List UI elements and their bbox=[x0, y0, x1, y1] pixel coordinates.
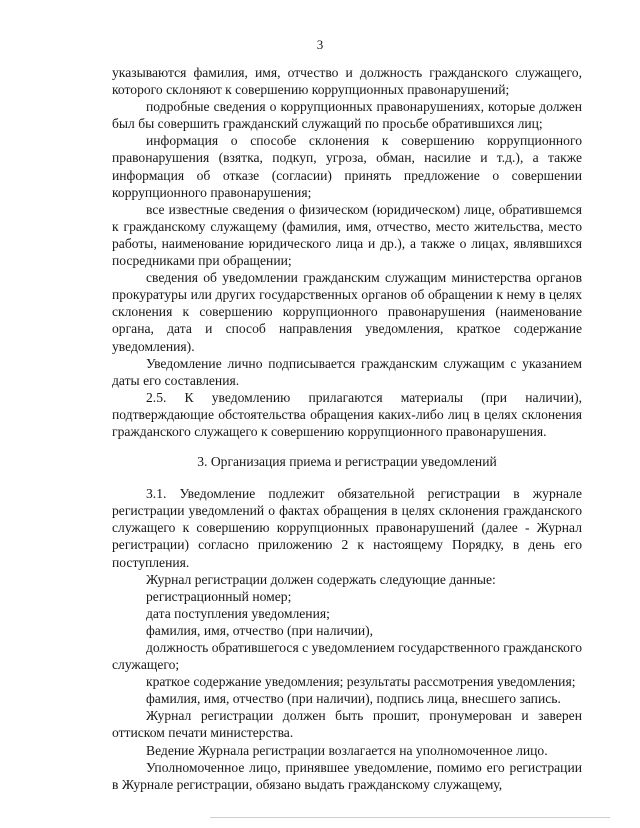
list-item: дата поступления уведомления; bbox=[146, 605, 330, 621]
paragraph: подробные сведения о коррупционных правонарушениях, которые должен был бы совершить гражданский служащий по просьбе обратившихся лиц; bbox=[112, 99, 582, 132]
list-item: фамилия, имя, отчество (при наличии), подпись лица, внесшего запись. bbox=[146, 691, 561, 707]
paragraph: 3.1. Уведомление подлежит обязательной регистрации в журнале регистрации уведомлений о фактах обращения в целях склонения гражданского служащего к совершению коррупционных правонарушений (далее - Журнал регистрации) согласно приложению 2 к настоящему Порядку, в день его поступления. bbox=[112, 486, 582, 570]
list-item: регистрационный номер; bbox=[146, 588, 292, 604]
paragraph: Ведение Журнала регистрации возлагается на уполномоченное лицо. bbox=[146, 742, 548, 758]
page-number: 3 bbox=[316, 37, 324, 52]
paragraph: информация о способе склонения к совершению коррупционного правонарушения (взятка, подкуп, угроза, обман, насилие и т.д.), а также информация об отказе (согласии) принять предложение о совершении коррупционного правонарушения; bbox=[112, 133, 582, 200]
list-item: фамилия, имя, отчество (при наличии), bbox=[146, 622, 374, 638]
paragraph: Уполномоченное лицо, принявшее уведомление, помимо его регистрации в Журнале регистрации, обязано выдать гражданскому служащему, bbox=[112, 759, 582, 792]
paragraph: 2.5. К уведомлению прилагаются материалы (при наличии), подтверждающие обстоятельства обращения каких-либо лиц в целях склонения гражданского служащего к совершению коррупционного правонарушения. bbox=[112, 389, 582, 439]
scan-edge-divider bbox=[210, 817, 610, 818]
paragraph: все известные сведения о физическом (юридическом) лице, обратившемся к гражданскому служащему (фамилия, имя, отчество, место жительства, место работы, наименование юридического лица и др.), а также о лицах, являвшихся посредниками при обращении; bbox=[112, 201, 582, 269]
document-body bbox=[112, 64, 582, 793]
paragraph: сведения об уведомлении гражданским служащим министерства органов прокуратуры или других государственных органов об обращении к нему в целях склонения к совершению коррупционного правонарушения (наименование органа, дата и способ направления уведомления, краткое содержание уведомления). bbox=[112, 270, 582, 354]
list-item: краткое содержание уведомления; результаты рассмотрения уведомления; bbox=[146, 674, 576, 690]
paragraph: Журнал регистрации должен быть прошит, пронумерован и заверен оттиском печати министерства. bbox=[112, 708, 582, 741]
paragraph: Уведомление лично подписывается гражданским служащим с указанием даты его составления. bbox=[112, 355, 582, 388]
section-heading: 3. Организация приема и регистрации уведомлений bbox=[197, 454, 497, 470]
paragraph: Журнал регистрации должен содержать следующие данные: bbox=[146, 571, 496, 587]
paragraph: указываются фамилия, имя, отчество и должность гражданского служащего, которого склоняют к совершению коррупционных правонарушений; bbox=[112, 65, 582, 98]
list-item: должность обратившегося с уведомлением государственного гражданского служащего; bbox=[112, 640, 582, 673]
